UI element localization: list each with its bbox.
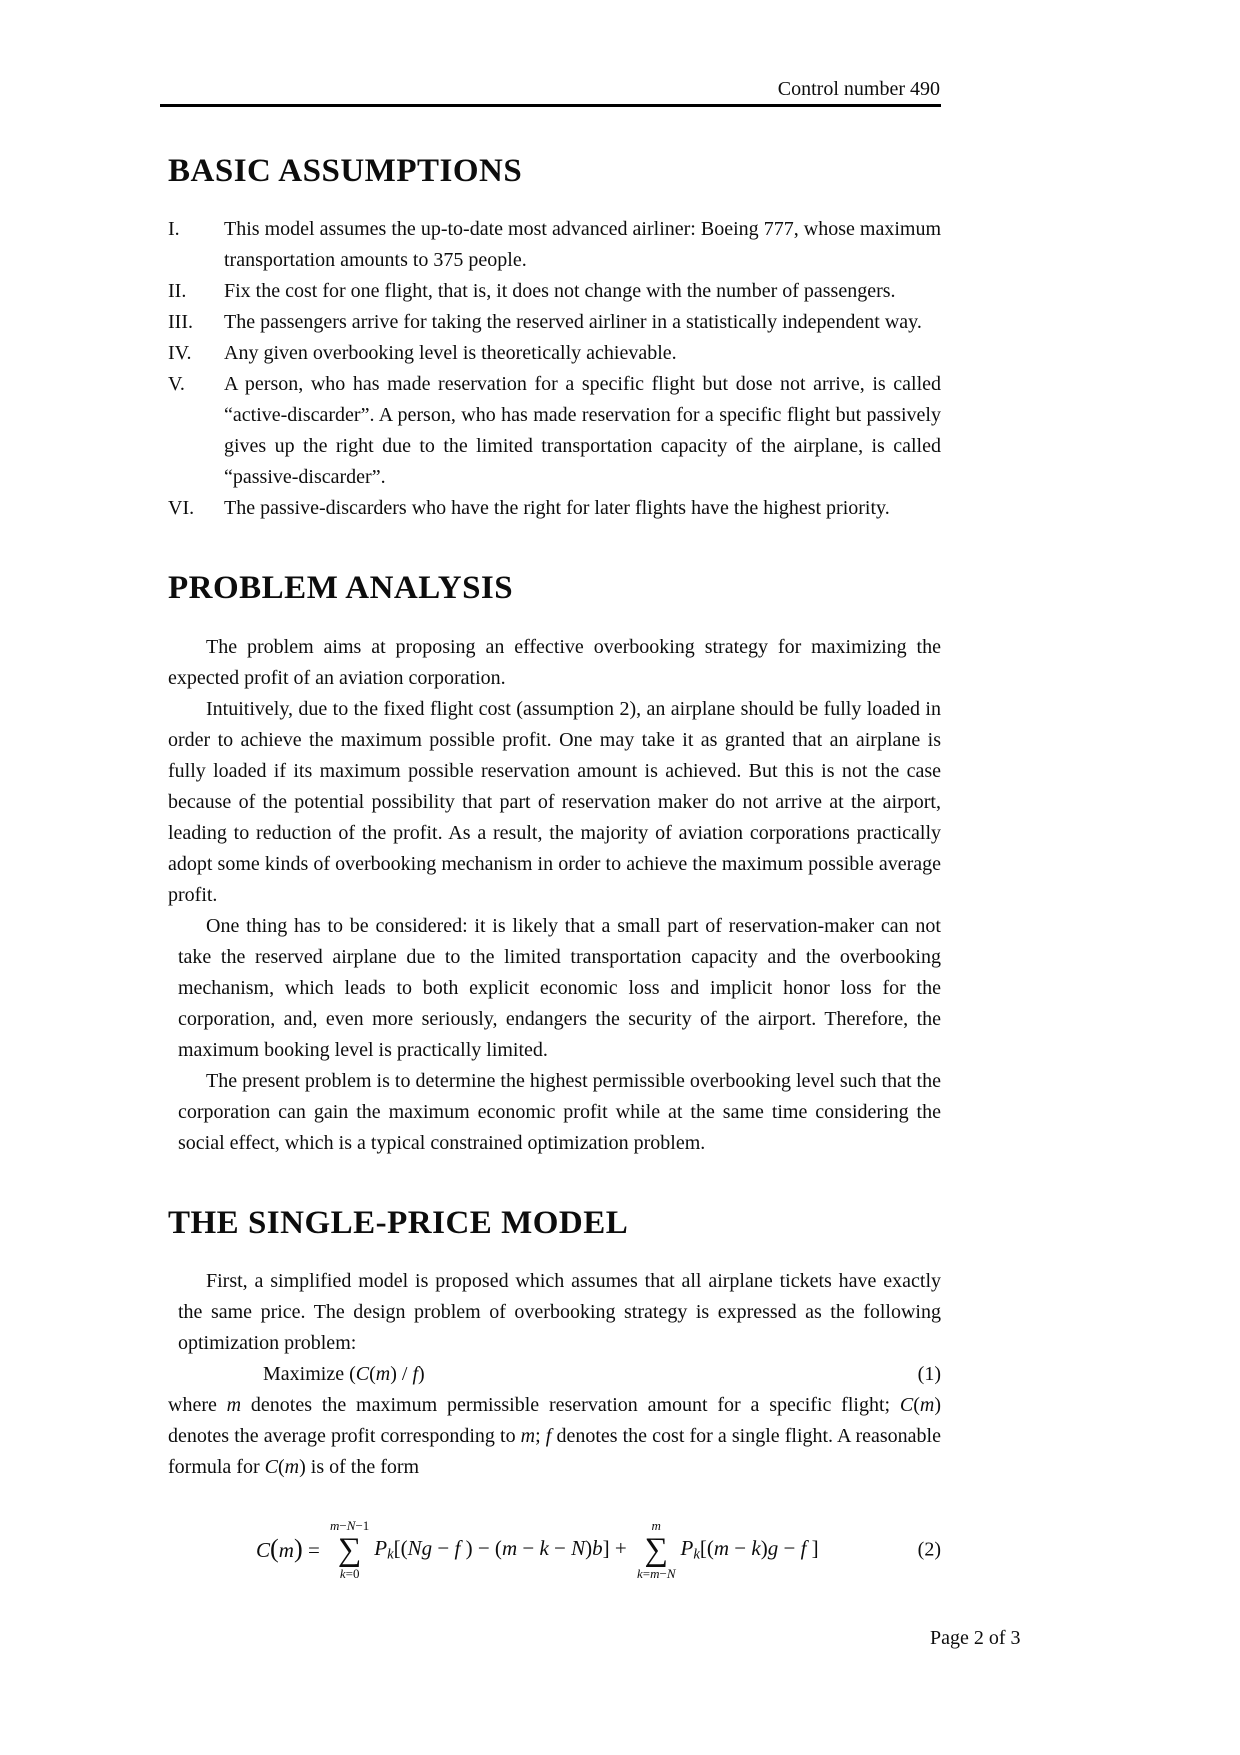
equation-2 [168, 1507, 941, 1593]
assumption-item-4 [168, 338, 941, 369]
section-title-problem-analysis: PROBLEM ANALYSIS [168, 570, 514, 607]
item-numeral: VI. [168, 497, 195, 520]
item-numeral: I. [168, 218, 180, 241]
item-numeral: IV. [168, 342, 192, 365]
item-text: Any given overbooking level is theoretically achievable. [224, 342, 677, 365]
assumption-item-2 [168, 276, 941, 307]
paragraph-problem-2: Intuitively, due to the fixed flight cost (assumption 2), an airplane should be fully loaded in order to achieve the maximum possible profit. One may take it as granted that an airplane is fully loaded if its maximum possible reservation amount is achieved. But this is not the case because of the potential possibility that part of reservation maker do not arrive at the airport, leading to reduction of the profit. As a result, the majority of aviation corporations practically adopt some kinds of overbooking mechanism in order to achieve the maximum possible average profit. [168, 697, 941, 906]
paragraph-problem-3: One thing has to be considered: it is likely that a small part of reservation-maker can not take the reserved airplane due to the limited transportation capacity and the overbooking mechanism, which leads to both explicit economic loss and implicit honor loss for the corporation, and, even more seriously, endangers the security of the airport. Therefore, the maximum booking level is practically limited. [178, 914, 941, 1061]
equation-2-term-2: Pk[(m − k)g − f ] [680, 1536, 819, 1563]
assumption-item-1 [168, 214, 941, 276]
equation-2-body [256, 1519, 819, 1581]
sigma-icon: ∑ [337, 1531, 362, 1568]
header-rule [160, 104, 941, 107]
assumption-item-6 [168, 493, 941, 524]
summation-2-upper-limit: m [651, 1517, 661, 1533]
assumptions-list [168, 214, 941, 524]
page-header [160, 0, 940, 100]
page-content [168, 153, 941, 1593]
summation-1 [330, 1519, 369, 1581]
assumption-item-5 [168, 369, 941, 493]
item-numeral: V. [168, 373, 185, 396]
section-title-basic-assumptions: BASIC ASSUMPTIONS [168, 153, 523, 189]
summation-1-upper-limit: m−N−1 [330, 1517, 370, 1533]
equation-2-lhs: C(m) = [256, 1534, 326, 1564]
summation-2-lower-limit: k=m−N [636, 1565, 676, 1581]
summation-1-lower-limit: k=0 [339, 1565, 360, 1581]
control-number: Control number 490 [777, 78, 940, 100]
equation-1 [168, 1359, 941, 1390]
equation-1-body: Maximize (C(m) / f) [263, 1362, 425, 1385]
equation-2-term-1: Pk[(Ng − f ) − (m − k − N)b] + [374, 1536, 632, 1563]
item-text: The passive-discarders who have the right for later flights have the highest priority. [224, 497, 890, 520]
summation-2 [637, 1519, 676, 1581]
item-text: A person, who has made reservation for a specific flight but dose not arrive, is called “active-discarder”. A person, who has made reservation for a specific flight but passively gives up the right due to the limited transportation capacity of the airplane, is called “passive-discarder”. [224, 373, 941, 489]
item-text: This model assumes the up-to-date most advanced airliner: Boeing 777, whose maximum transportation amounts to 375 people. [224, 218, 941, 272]
assumption-item-3 [168, 307, 941, 338]
paragraph-single-price-intro: First, a simplified model is proposed which assumes that all airplane tickets have exactly the same price. The design problem of overbooking strategy is expressed as the following optimization problem: [178, 1269, 941, 1354]
item-numeral: II. [168, 280, 187, 303]
item-text: The passengers arrive for taking the reserved airliner in a statistically independent way. [224, 311, 922, 334]
equation-2-number: (2) [917, 1538, 941, 1561]
equation-1-number: (1) [917, 1362, 941, 1385]
item-text: Fix the cost for one flight, that is, it does not change with the number of passengers. [224, 280, 896, 303]
item-numeral: III. [168, 311, 193, 334]
section-title-single-price-model: THE SINGLE-PRICE MODEL [168, 1204, 629, 1241]
paragraph-where-definitions: where m denotes the maximum permissible reservation amount for a specific flight; C(m) denotes the average profit corresponding to m; f denotes the cost for a single flight. A reasonable formula for C(m) is of the form [168, 1393, 942, 1478]
page-number: Page 2 of 3 [930, 1627, 1021, 1649]
sigma-icon: ∑ [644, 1531, 669, 1568]
paragraph-problem-1: The problem aims at proposing an effective overbooking strategy for maximizing the expected profit of an aviation corporation. [168, 635, 941, 689]
paragraph-problem-4: The present problem is to determine the highest permissible overbooking level such that the corporation can gain the maximum economic profit while at the same time considering the social effect, which is a typical constrained optimization problem. [178, 1069, 941, 1154]
